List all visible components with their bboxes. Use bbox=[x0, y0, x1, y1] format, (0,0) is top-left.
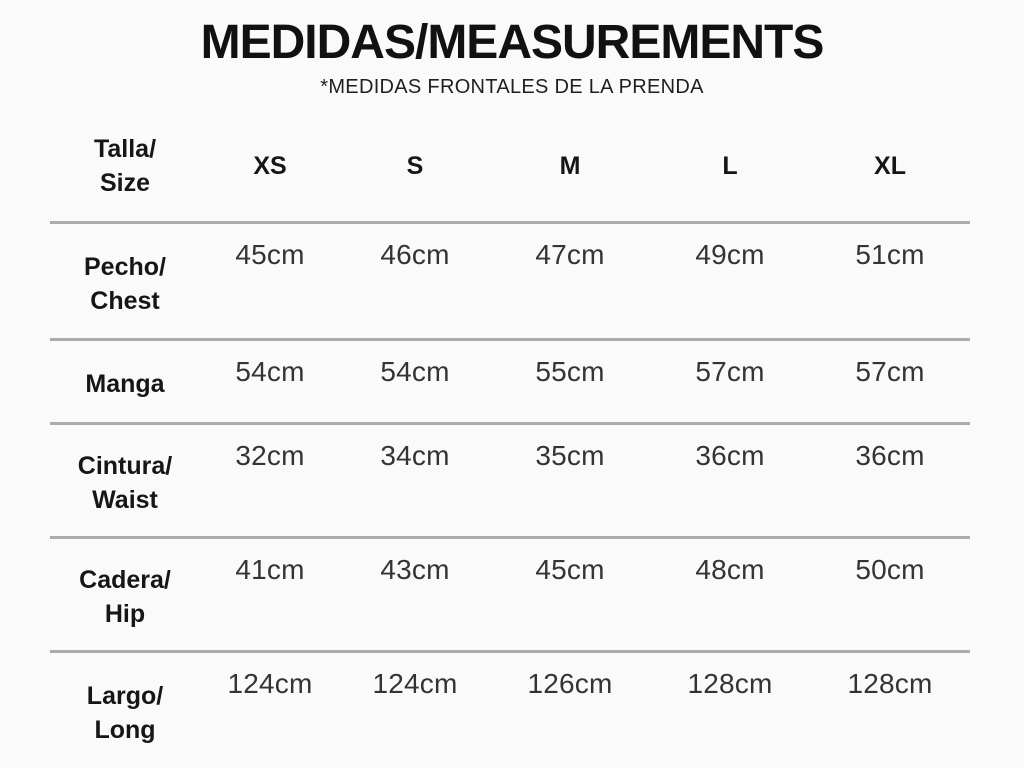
measurement-cell: 124cm bbox=[227, 667, 313, 699]
row-label-line: Largo/ bbox=[86, 682, 164, 711]
measurement-cell: 43cm bbox=[380, 553, 450, 585]
table-row-chest bbox=[50, 222, 970, 339]
measurement-cell: 128cm bbox=[847, 667, 933, 699]
measurement-cell: 32cm bbox=[235, 439, 305, 471]
page-title: MEDIDAS/MEASUREMENTS bbox=[200, 16, 824, 69]
measurement-cell: 47cm bbox=[535, 238, 605, 270]
row-label-line: Hip bbox=[104, 600, 146, 628]
measurement-cell: 34cm bbox=[380, 439, 450, 471]
measurement-cell: 54cm bbox=[380, 355, 450, 387]
size-chart-page bbox=[0, 18, 1024, 768]
table-row-waist bbox=[50, 423, 970, 537]
measurement-cell: 54cm bbox=[235, 355, 305, 387]
row-label-chest bbox=[50, 222, 200, 339]
measurement-cell: 45cm bbox=[535, 553, 605, 585]
page-subtitle: *MEDIDAS FRONTALES DE LA PRENDA bbox=[320, 76, 704, 98]
column-header-size-line1: Talla/ bbox=[93, 135, 157, 164]
measurement-cell: 48cm bbox=[695, 553, 765, 585]
column-header-size bbox=[50, 112, 200, 222]
measurement-cell: 57cm bbox=[855, 355, 925, 387]
row-label-sleeve bbox=[50, 339, 200, 423]
column-header-m: M bbox=[559, 152, 581, 181]
table-row-length bbox=[50, 651, 970, 768]
column-header-l: L bbox=[722, 152, 738, 181]
row-label-line: Waist bbox=[92, 486, 158, 514]
measurement-cell: 57cm bbox=[695, 355, 765, 387]
measurement-cell: 41cm bbox=[235, 553, 305, 585]
measurement-cell: 50cm bbox=[855, 553, 925, 585]
measurement-cell: 46cm bbox=[380, 238, 450, 270]
row-label-waist bbox=[50, 423, 200, 537]
column-header-xs: XS bbox=[253, 152, 287, 181]
row-label-line: Cintura/ bbox=[77, 452, 173, 480]
measurement-cell: 126cm bbox=[527, 667, 613, 699]
table-header-row bbox=[50, 112, 970, 222]
row-label-line: Manga bbox=[85, 370, 165, 398]
row-label-line: Chest bbox=[90, 286, 160, 315]
row-label-line: Pecho/ bbox=[84, 252, 166, 281]
measurement-cell: 36cm bbox=[855, 439, 925, 471]
table-row-sleeve bbox=[50, 339, 970, 423]
column-header-xl: XL bbox=[874, 152, 906, 181]
column-header-s: S bbox=[406, 152, 424, 181]
row-label-hip bbox=[50, 537, 200, 651]
row-label-length bbox=[50, 651, 200, 768]
measurement-cell: 35cm bbox=[535, 439, 605, 471]
measurement-cell: 55cm bbox=[535, 355, 605, 387]
measurement-cell: 128cm bbox=[687, 667, 773, 699]
measurement-cell: 45cm bbox=[235, 238, 305, 270]
measurements-table bbox=[50, 112, 970, 768]
measurement-cell: 49cm bbox=[695, 238, 765, 270]
row-label-line: Long bbox=[94, 716, 156, 745]
measurement-cell: 36cm bbox=[695, 439, 765, 471]
measurement-cell: 51cm bbox=[855, 238, 925, 270]
row-label-line: Cadera/ bbox=[79, 566, 171, 594]
table-row-hip bbox=[50, 537, 970, 651]
measurement-cell: 124cm bbox=[372, 667, 458, 699]
column-header-size-line2: Size bbox=[99, 169, 151, 198]
